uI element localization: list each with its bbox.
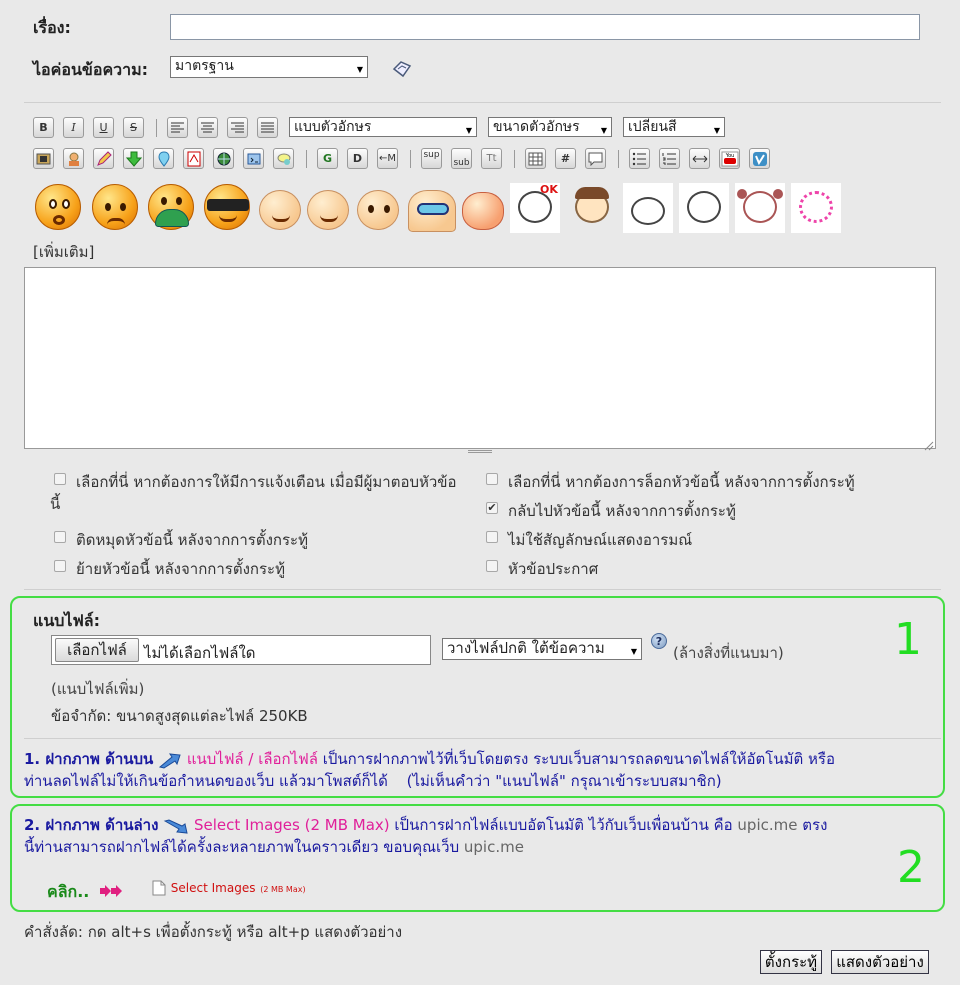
horizontal-rule-icon xyxy=(692,154,708,164)
divider-attach xyxy=(24,738,941,739)
svg-text:You: You xyxy=(725,153,734,159)
message-icon-label: ไอค่อนข้อความ: xyxy=(33,60,149,79)
bullet-list-button[interactable] xyxy=(629,148,650,169)
code-button[interactable] xyxy=(243,148,264,169)
choose-file-button[interactable]: เลือกไฟล์ xyxy=(55,638,139,662)
note-2-pink: Select Images (2 MB Max) xyxy=(194,816,390,834)
box-number-2: 2 xyxy=(897,842,925,893)
table-button[interactable] xyxy=(525,148,546,169)
align-center-button[interactable] xyxy=(197,117,218,138)
attachment-limit: ข้อจำกัด: ขนาดสูงสุดแต่ละไฟล์ 250KB xyxy=(51,707,308,725)
comment-button[interactable] xyxy=(585,148,606,169)
smiley-bunny-crying-icon[interactable] xyxy=(623,183,673,233)
flash-icon xyxy=(36,152,51,166)
smiley-angry-icon[interactable] xyxy=(92,184,138,230)
youtube-button[interactable] xyxy=(719,148,740,169)
smiley-ok-icon[interactable]: OK xyxy=(510,183,560,233)
attach-more-link[interactable]: (แนบไฟล์เพิ่ม) xyxy=(51,680,145,698)
note-1 xyxy=(24,748,924,792)
note-1-heading: 1. ฝากภาพ ด้านบน xyxy=(24,750,154,768)
move-button[interactable]: ←M xyxy=(377,148,398,169)
preview-button[interactable]: แสดงตัวอย่าง xyxy=(831,950,929,974)
toolbar-separator-5 xyxy=(618,150,619,168)
note-1-text-a: เป็นการฝากภาพไว้ที่เว็บโดยตรง ระบบเว็บสามารถลดขนาดไฟล์ให้อัตโนมัติ หรือ xyxy=(322,750,835,768)
message-icon-select[interactable]: มาตรฐาน ▼ xyxy=(170,56,368,78)
align-right-button[interactable] xyxy=(227,117,248,138)
select-images-button[interactable] xyxy=(152,878,306,898)
sticky-checkbox[interactable] xyxy=(54,531,66,543)
toolbar-separator-3 xyxy=(410,150,411,168)
file-picker[interactable] xyxy=(51,635,431,665)
pencil-icon xyxy=(96,151,112,167)
double-arrow-icon xyxy=(99,884,123,898)
shortcuts-hint: คำสั่งลัด: กด alt+s เพื่อตั้งกระทู้ หรือ alt+p แสดงตัวอย่าง xyxy=(24,923,403,941)
smiley-glasses-boy-icon[interactable] xyxy=(567,183,617,233)
bold-button[interactable]: B xyxy=(33,117,54,138)
textarea-drag-handle[interactable] xyxy=(468,450,492,453)
return-checkbox[interactable]: ✔ xyxy=(487,501,497,514)
post-button[interactable]: ตั้งกระทู้ xyxy=(760,950,822,974)
smiley-annoyed-icon[interactable] xyxy=(357,190,399,230)
smiley-ninja-icon[interactable] xyxy=(204,184,250,230)
toolbar-separator-2 xyxy=(306,150,307,168)
strikethrough-button[interactable]: S xyxy=(123,117,144,138)
announce-label: หัวข้อประกาศ xyxy=(508,560,599,578)
lock-checkbox[interactable] xyxy=(486,473,498,485)
bullet-list-icon xyxy=(632,152,647,166)
download-arrow-icon xyxy=(126,151,142,167)
align-right-icon xyxy=(230,122,245,134)
note-2-site-2: upic.me xyxy=(463,838,524,856)
divider-options xyxy=(24,589,941,590)
code-window-icon xyxy=(246,151,262,167)
shadow-button[interactable]: D xyxy=(347,148,368,169)
map-button[interactable] xyxy=(153,148,174,169)
announce-checkbox[interactable] xyxy=(486,560,498,572)
smiley-peace-icon[interactable] xyxy=(307,190,349,230)
superscript-button[interactable]: sup xyxy=(421,148,442,169)
numbered-list-button[interactable] xyxy=(659,148,680,169)
map-pin-icon xyxy=(156,151,172,167)
message-icon-preview xyxy=(392,60,410,76)
pdf-icon xyxy=(187,151,201,167)
image-person-icon xyxy=(66,151,82,167)
return-label: กลับไปหัวข้อนี้ หลังจากการตั้งกระทู้ xyxy=(508,502,736,520)
note-2-text-c: นี้ท่านสามารถฝากไฟล์ได้ครั้งละหลายภาพในคราวเดียว ขอบคุณเว็บ xyxy=(24,838,460,856)
align-left-button[interactable] xyxy=(167,117,188,138)
toolbar-separator-4 xyxy=(514,150,515,168)
more-smileys-link[interactable]: [เพิ่มเติม] xyxy=(33,243,95,261)
align-center-icon xyxy=(200,122,215,134)
font-size-select[interactable]: ขนาดตัวอักษร ▼ xyxy=(488,117,612,137)
font-color-select[interactable]: เปลี่ยนสี ▼ xyxy=(623,117,725,137)
youtube-icon xyxy=(721,151,739,167)
attachment-title: แนบไฟล์: xyxy=(33,611,100,630)
horizontal-rule-button[interactable] xyxy=(689,148,710,169)
vimeo-icon xyxy=(752,151,768,167)
note-1-text-c: (ไม่เห็นคำว่า "แนบไฟล์" กรุณาเข้าระบบสมาชิก) xyxy=(406,772,722,790)
select-images-limit: (2 MB Max) xyxy=(260,885,306,894)
clear-attachments-link[interactable]: (ล้างสิ่งที่แนบมา) xyxy=(673,644,784,662)
justify-button[interactable] xyxy=(257,117,278,138)
notify-label-cont: นี้ xyxy=(50,495,61,513)
note-2 xyxy=(24,814,939,858)
underline-button[interactable]: U xyxy=(93,117,114,138)
justify-icon xyxy=(260,122,275,134)
pdf-button[interactable] xyxy=(183,148,204,169)
divider-top xyxy=(24,102,941,103)
no-smileys-checkbox[interactable] xyxy=(486,531,498,543)
glow-button[interactable]: G xyxy=(317,148,338,169)
smiley-diver-icon[interactable] xyxy=(408,190,456,232)
note-1-text-b: ท่านลดไฟล์ไม่ให้เกินข้อกำหนดของเว็บ แล้วมาโพสต์ก็ได้ xyxy=(24,772,388,790)
link-button[interactable] xyxy=(93,148,114,169)
subscript-button[interactable]: sub xyxy=(451,148,472,169)
note-2-text-b: ตรง xyxy=(802,816,828,834)
file-icon xyxy=(152,880,166,896)
note-1-pink: แนบไฟล์ / เลือกไฟล์ xyxy=(186,750,318,768)
move-label: ย้ายหัวข้อนี้ หลังจากการตั้งกระทู้ xyxy=(76,560,286,578)
smiley-girl-pigtails-icon[interactable] xyxy=(735,183,785,233)
vimeo-button[interactable] xyxy=(749,148,770,169)
box-number-1: 1 xyxy=(894,614,922,665)
quote-button[interactable] xyxy=(273,148,294,169)
teletype-button[interactable]: Tt xyxy=(481,148,502,169)
no-file-label: ไม่ได้เลือกไฟล์ใด xyxy=(144,644,256,662)
move-checkbox[interactable] xyxy=(54,560,66,572)
upload-down-arrow-icon xyxy=(163,819,189,833)
notify-checkbox[interactable] xyxy=(54,473,66,485)
download-button[interactable] xyxy=(123,148,144,169)
smiley-rainbow-hair-icon[interactable] xyxy=(791,183,841,233)
lock-label: เลือกที่นี่ หากต้องการล็อกหัวข้อนี้ หลังจากการตั้งกระทู้ xyxy=(508,473,855,491)
note-2-text-a: เป็นการฝากไฟล์แบบอัตโนมัติ ไว้กับเว็บเพื่อนบ้าน คือ xyxy=(394,816,733,834)
placement-select[interactable]: วางไฟล์ปกติ ใต้ข้อความ ▼ xyxy=(442,638,642,660)
select-images-label: Select Images xyxy=(170,881,256,895)
chat-bubble-icon xyxy=(276,151,292,167)
upload-up-arrow-icon xyxy=(158,753,182,767)
resize-grip-icon[interactable] xyxy=(924,437,934,447)
notify-label: เลือกที่นี่ หากต้องการให้มีการแจ้งเตือน เมื่อมีผู้มาตอบหัวข้อ xyxy=(76,473,457,491)
hash-button[interactable]: # xyxy=(555,148,576,169)
image-button[interactable] xyxy=(63,148,84,169)
globe-icon xyxy=(216,151,232,167)
italic-button[interactable]: I xyxy=(63,117,84,138)
note-2-site: upic.me xyxy=(737,816,798,834)
smiley-sleepy-icon[interactable] xyxy=(259,190,301,230)
no-smileys-label: ไม่ใช้สัญลักษณ์แสดงอารมณ์ xyxy=(508,531,693,549)
sticky-label: ติดหมุดหัวข้อนี้ หลังจากการตั้งกระทู้ xyxy=(76,531,309,549)
smiley-shocked-icon[interactable] xyxy=(35,184,81,230)
web-button[interactable] xyxy=(213,148,234,169)
toolbar-separator xyxy=(156,119,157,137)
align-left-icon xyxy=(170,122,185,134)
subject-input[interactable] xyxy=(170,14,920,40)
speech-bubble-icon xyxy=(588,152,603,166)
help-icon[interactable]: ? xyxy=(651,633,667,649)
smiley-wave-icon[interactable] xyxy=(462,192,504,230)
flash-button[interactable] xyxy=(33,148,54,169)
table-icon xyxy=(528,152,543,166)
font-face-select[interactable]: แบบตัวอักษร ▼ xyxy=(289,117,477,137)
smiley-cute-face-icon[interactable] xyxy=(679,183,729,233)
smiley-fan-icon[interactable] xyxy=(148,184,194,230)
click-hint: คลิก.. xyxy=(47,882,90,901)
message-textarea[interactable] xyxy=(24,267,936,449)
numbered-list-icon xyxy=(662,152,677,166)
note-2-heading: 2. ฝากภาพ ด้านล่าง xyxy=(24,816,159,834)
subject-label: เรื่อง: xyxy=(33,18,71,37)
